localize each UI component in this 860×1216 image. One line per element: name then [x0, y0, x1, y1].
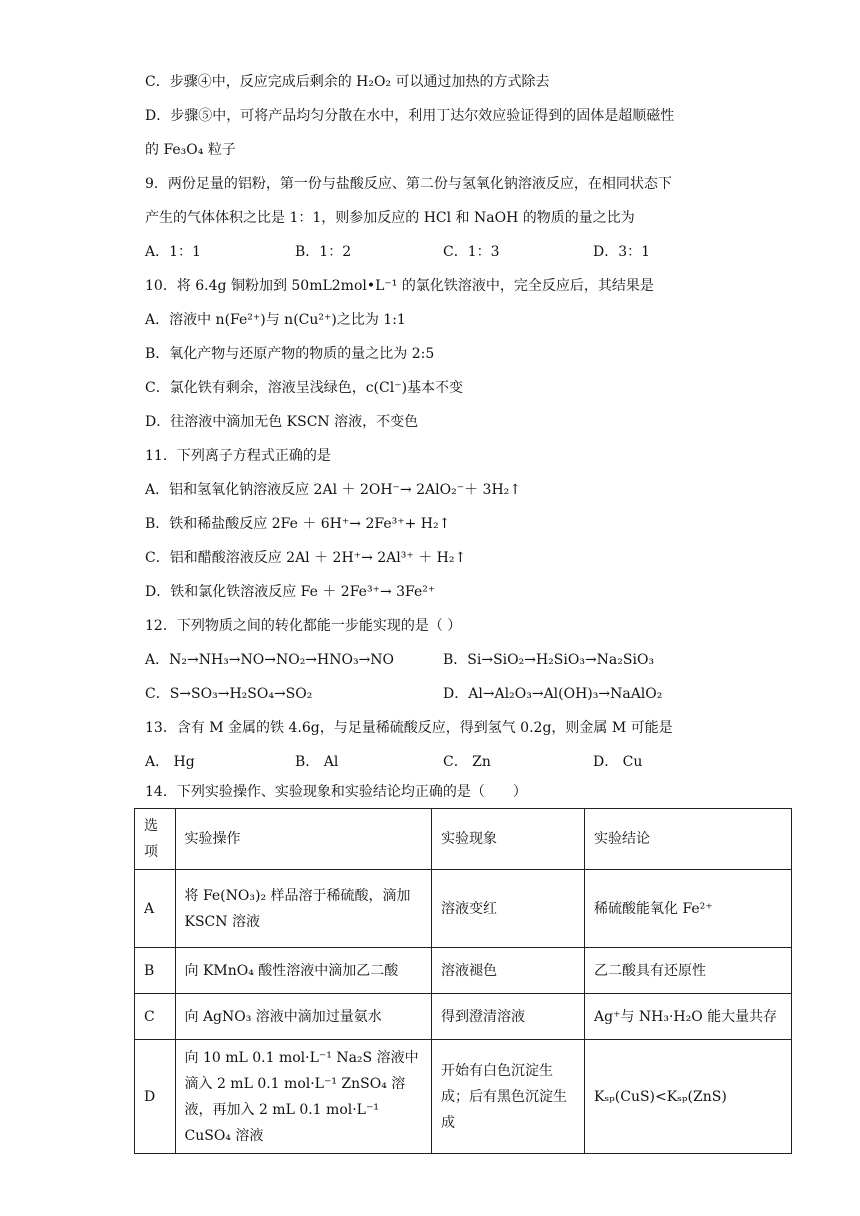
- table-header-row: [135, 809, 792, 870]
- q9-option-a: A．1：1: [145, 244, 201, 260]
- experiment-table: [134, 808, 792, 1154]
- q11-option-a: A．铝和氢氧化钠溶液反应 2Al ＋ 2OH⁻→ 2AlO₂⁻＋ 3H₂↑: [145, 482, 522, 498]
- q10-option-a: A．溶液中 n(Fe²⁺)与 n(Cu²⁺)之比为 1:1: [145, 312, 406, 328]
- q12-option-d: D．Al→Al₂O₃→Al(OH)₃→NaAlO₂: [443, 686, 663, 702]
- table-row: [135, 948, 792, 994]
- q11-stem: 11．下列离子方程式正确的是: [145, 448, 331, 464]
- q8-option-d-line1: D．步骤⑤中，可将产品均匀分散在水中，利用丁达尔效应验证得到的固体是超顺磁性: [145, 108, 675, 124]
- row-a-conclusion: 稀硫酸能氧化 Fe²⁺: [585, 870, 792, 948]
- row-a-phenomenon: 溶液变红: [432, 870, 585, 948]
- row-d-phenomenon: 开始有白色沉淀生成；后有黑色沉淀生成: [432, 1040, 585, 1154]
- q12-option-a: A．N₂→NH₃→NO→NO₂→HNO₃→NO: [145, 652, 395, 668]
- row-c-phenomenon: 得到澄清溶液: [432, 994, 585, 1040]
- header-phenomenon: 实验现象: [432, 809, 585, 870]
- q10-option-c: C．氯化铁有剩余，溶液呈浅绿色，c(Cl⁻)基本不变: [145, 380, 464, 396]
- q13-option-b: B． Al: [295, 754, 339, 770]
- q14-stem: 14．下列实验操作、实验现象和实验结论均正确的是（ ）: [145, 784, 527, 800]
- q13-stem: 13．含有 M 金属的铁 4.6g，与足量稀硫酸反应，得到氢气 0.2g，则金属 M 可能是: [145, 720, 673, 736]
- header-option: 选项: [135, 809, 176, 870]
- row-b-option: B: [135, 948, 176, 994]
- q12-stem: 12．下列物质之间的转化都能一步能实现的是（ ）: [145, 618, 462, 634]
- q9-option-c: C．1：3: [443, 244, 500, 260]
- row-b-phenomenon: 溶液褪色: [432, 948, 585, 994]
- table-row: [135, 994, 792, 1040]
- q8-option-c: C．步骤④中，反应完成后剩余的 H₂O₂ 可以通过加热的方式除去: [145, 74, 550, 90]
- q11-option-c: C．铝和醋酸溶液反应 2Al ＋ 2H⁺→ 2Al³⁺ ＋ H₂↑: [145, 550, 467, 566]
- q12-option-c: C．S→SO₃→H₂SO₄→SO₂: [145, 686, 313, 702]
- header-operation: 实验操作: [175, 809, 432, 870]
- q10-stem: 10．将 6.4g 铜粉加到 50mL2mol•L⁻¹ 的氯化铁溶液中，完全反应后，其结果是: [145, 278, 654, 294]
- row-c-conclusion: Ag⁺与 NH₃·H₂O 能大量共存: [585, 994, 792, 1040]
- row-a-operation: 将 Fe(NO₃)₂ 样品溶于稀硫酸，滴加 KSCN 溶液: [175, 870, 432, 948]
- q13-option-c: C． Zn: [443, 754, 491, 770]
- row-d-operation: 向 10 mL 0.1 mol·L⁻¹ Na₂S 溶液中滴入 2 mL 0.1 mol·L⁻¹ ZnSO₄ 溶液，再加入 2 mL 0.1 mol·L⁻¹ CuSO₄ 溶液: [175, 1040, 432, 1154]
- table-row: [135, 1040, 792, 1154]
- q10-option-b: B．氧化产物与还原产物的物质的量之比为 2:5: [145, 346, 435, 362]
- row-b-conclusion: 乙二酸具有还原性: [585, 948, 792, 994]
- row-c-option: C: [135, 994, 176, 1040]
- q13-option-d: D． Cu: [593, 754, 643, 770]
- row-c-operation: 向 AgNO₃ 溶液中滴加过量氨水: [175, 994, 432, 1040]
- q9-stem-line1: 9．两份足量的铝粉，第一份与盐酸反应、第二份与氢氧化钠溶液反应，在相同状态下: [145, 176, 672, 192]
- q12-option-b: B．Si→SiO₂→H₂SiO₃→Na₂SiO₃: [443, 652, 655, 668]
- q8-option-d-line2: 的 Fe₃O₄ 粒子: [145, 142, 236, 158]
- q9-option-b: B．1：2: [295, 244, 352, 260]
- table-row: [135, 870, 792, 948]
- row-b-operation: 向 KMnO₄ 酸性溶液中滴加乙二酸: [175, 948, 432, 994]
- header-conclusion: 实验结论: [585, 809, 792, 870]
- q11-option-b: B．铁和稀盐酸反应 2Fe ＋ 6H⁺→ 2Fe³⁺+ H₂↑: [145, 516, 451, 532]
- q11-option-d: D．铁和氯化铁溶液反应 Fe ＋ 2Fe³⁺→ 3Fe²⁺: [145, 584, 436, 600]
- row-a-option: A: [135, 870, 176, 948]
- row-d-option: D: [135, 1040, 176, 1154]
- q13-option-a: A． Hg: [145, 754, 195, 770]
- row-d-conclusion: Kₛₚ(CuS)<Kₛₚ(ZnS): [585, 1040, 792, 1154]
- q9-stem-line2: 产生的气体体积之比是 1：1，则参加反应的 HCl 和 NaOH 的物质的量之比为: [145, 210, 635, 226]
- q9-option-d: D．3：1: [593, 244, 651, 260]
- q10-option-d: D．往溶液中滴加无色 KSCN 溶液，不变色: [145, 414, 419, 430]
